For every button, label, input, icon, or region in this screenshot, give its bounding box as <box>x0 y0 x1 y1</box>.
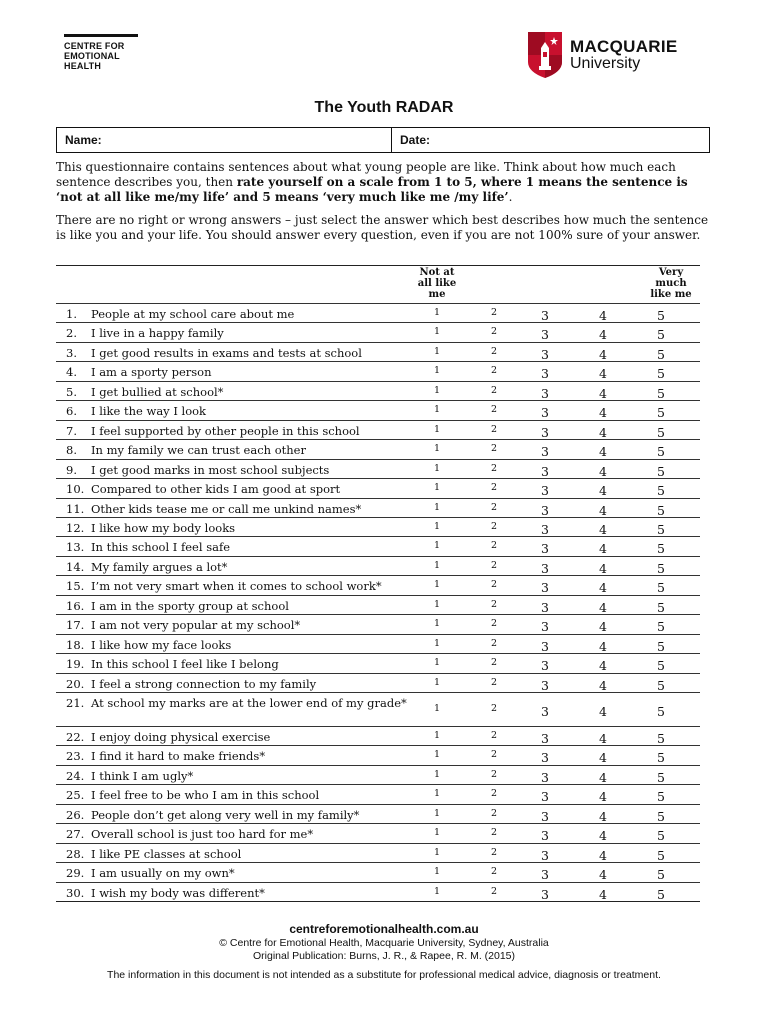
footer-copyright: © Centre for Emotional Health, Macquarie University, Sydney, Australia <box>219 937 549 949</box>
item-number: 28. <box>66 846 85 861</box>
rating-option-4[interactable]: 4 <box>599 704 607 719</box>
rating-option-2[interactable]: 2 <box>490 462 498 474</box>
rating-option-1[interactable]: 1 <box>433 501 441 513</box>
item-text: I’m not very smart when it comes to school work* <box>91 579 382 594</box>
cfeh-logo <box>64 34 138 71</box>
scale-high-label: Very much like me <box>650 267 692 300</box>
item-text: I like how my body looks <box>91 520 236 535</box>
rating-option-3[interactable]: 3 <box>541 847 549 863</box>
name-field[interactable] <box>57 128 392 152</box>
date-label: Date: <box>400 133 431 147</box>
item-text: In this school I feel safe <box>91 540 231 555</box>
rating-option-5[interactable]: 5 <box>657 560 665 576</box>
rating-option-3[interactable]: 3 <box>541 463 549 479</box>
rating-option-4[interactable]: 4 <box>599 886 607 902</box>
table-row <box>56 575 700 595</box>
item-text: People at my school care about me <box>91 307 295 321</box>
rating-option-5[interactable]: 5 <box>657 808 665 824</box>
rating-option-3[interactable]: 3 <box>541 808 549 824</box>
rating-option-4[interactable]: 4 <box>599 502 607 518</box>
table-bottom-rule <box>56 901 700 902</box>
rating-option-5[interactable]: 5 <box>657 385 665 401</box>
rating-option-4[interactable]: 4 <box>599 541 607 557</box>
rating-option-1[interactable]: 1 <box>433 540 441 552</box>
rating-option-1[interactable]: 1 <box>433 846 441 858</box>
item-number: 19. <box>66 657 85 672</box>
rating-option-3[interactable]: 3 <box>541 867 549 883</box>
rating-option-5[interactable]: 5 <box>657 731 665 746</box>
rating-option-2[interactable]: 2 <box>490 846 498 858</box>
table-top-rule <box>56 265 700 266</box>
rating-option-2[interactable]: 2 <box>490 827 498 839</box>
item-number: 17. <box>66 618 85 633</box>
table-row <box>56 882 700 902</box>
table-row <box>56 556 700 576</box>
rating-option-1[interactable]: 1 <box>433 482 441 494</box>
rating-option-1[interactable]: 1 <box>433 703 441 714</box>
rating-option-5[interactable]: 5 <box>657 483 665 499</box>
rating-option-4[interactable]: 4 <box>599 560 607 576</box>
item-text: Other kids tease me or call me unkind names* <box>91 501 362 516</box>
rating-option-4[interactable]: 4 <box>599 444 607 460</box>
rating-option-3[interactable]: 3 <box>541 704 549 719</box>
table-row <box>56 614 700 634</box>
rating-option-4[interactable]: 4 <box>599 769 607 785</box>
table-row <box>56 653 700 673</box>
rating-option-2[interactable]: 2 <box>490 618 498 630</box>
rating-option-2[interactable]: 2 <box>490 520 498 532</box>
rating-option-3[interactable]: 3 <box>541 658 549 674</box>
rating-option-3[interactable]: 3 <box>541 731 549 746</box>
rating-option-1[interactable]: 1 <box>433 598 441 610</box>
rating-option-2[interactable]: 2 <box>490 885 498 897</box>
rating-option-5[interactable]: 5 <box>657 886 665 902</box>
table-row <box>56 823 700 843</box>
table-row <box>56 726 700 746</box>
rating-option-1[interactable]: 1 <box>433 807 441 819</box>
rating-option-5[interactable]: 5 <box>657 599 665 615</box>
item-number: 7. <box>66 423 77 438</box>
rating-option-4[interactable]: 4 <box>599 327 607 343</box>
rating-option-1[interactable]: 1 <box>433 462 441 474</box>
rating-option-5[interactable]: 5 <box>657 619 665 635</box>
rating-option-3[interactable]: 3 <box>541 346 549 362</box>
table-row <box>56 843 700 863</box>
rating-option-1[interactable]: 1 <box>433 637 441 649</box>
rating-option-1[interactable]: 1 <box>433 730 441 741</box>
rating-option-1[interactable]: 1 <box>433 579 441 591</box>
item-text: I am usually on my own* <box>91 866 235 881</box>
rating-option-5[interactable]: 5 <box>657 327 665 343</box>
table-row <box>56 595 700 615</box>
rating-option-5[interactable]: 5 <box>657 847 665 863</box>
rating-option-2[interactable]: 2 <box>490 482 498 494</box>
rating-option-3[interactable]: 3 <box>541 405 549 421</box>
rating-option-2[interactable]: 2 <box>490 579 498 591</box>
rating-option-3[interactable]: 3 <box>541 750 549 766</box>
rating-option-3[interactable]: 3 <box>541 308 549 323</box>
rating-option-4[interactable]: 4 <box>599 789 607 805</box>
table-row <box>56 536 700 556</box>
table-row <box>56 745 700 765</box>
org-line-3: HEALTH <box>64 61 102 71</box>
rating-option-5[interactable]: 5 <box>657 658 665 674</box>
rating-option-1[interactable]: 1 <box>433 345 441 357</box>
item-number: 10. <box>66 482 85 497</box>
rating-option-3[interactable]: 3 <box>541 828 549 844</box>
item-number: 5. <box>66 384 77 399</box>
rating-option-3[interactable]: 3 <box>541 385 549 401</box>
rating-option-4[interactable]: 4 <box>599 808 607 824</box>
rating-option-3[interactable]: 3 <box>541 521 549 537</box>
item-text: I get good marks in most school subjects <box>91 462 330 477</box>
rating-option-2[interactable]: 2 <box>490 703 498 714</box>
rating-option-1[interactable]: 1 <box>433 559 441 571</box>
rating-option-2[interactable]: 2 <box>490 326 498 338</box>
item-text: I enjoy doing physical exercise <box>91 730 271 744</box>
table-row <box>56 400 700 420</box>
rating-option-4[interactable]: 4 <box>599 677 607 693</box>
rating-option-5[interactable]: 5 <box>657 463 665 479</box>
item-number: 16. <box>66 598 85 613</box>
item-text: I feel free to be who I am in this school <box>91 788 320 803</box>
rating-option-3[interactable]: 3 <box>541 366 549 382</box>
item-number: 12. <box>66 520 85 535</box>
rating-option-5[interactable]: 5 <box>657 405 665 421</box>
table-row <box>56 517 700 537</box>
rating-option-4[interactable]: 4 <box>599 658 607 674</box>
rating-option-5[interactable]: 5 <box>657 541 665 557</box>
item-text: I get good results in exams and tests at school <box>91 345 362 360</box>
rating-option-5[interactable]: 5 <box>657 828 665 844</box>
rating-option-1[interactable]: 1 <box>433 365 441 377</box>
rating-option-1[interactable]: 1 <box>433 520 441 532</box>
rating-option-3[interactable]: 3 <box>541 502 549 518</box>
rating-option-5[interactable]: 5 <box>657 521 665 537</box>
item-number: 24. <box>66 768 85 783</box>
name-date-box <box>56 127 710 153</box>
rating-option-1[interactable]: 1 <box>433 404 441 416</box>
rating-option-2[interactable]: 2 <box>490 730 498 741</box>
item-text: I am in the sporty group at school <box>91 598 289 613</box>
rating-option-5[interactable]: 5 <box>657 580 665 596</box>
intro-paragraph-1: This questionnaire contains sentences about what young people are like. Think about how much each sentence describes you, then rate yourself on a scale from 1 to 5, where 1 means the sentence is ‘not at all like me/my life’ and 5 means ‘very much like me /my life’. <box>56 160 688 204</box>
item-number: 3. <box>66 345 77 360</box>
rating-option-4[interactable]: 4 <box>599 638 607 654</box>
rating-option-5[interactable]: 5 <box>657 867 665 883</box>
rating-option-2[interactable]: 2 <box>490 768 498 780</box>
footer-disclaimer: The information in this document is not intended as a substitute for professional medical advice, diagnosis or treatment. <box>107 969 661 981</box>
rating-option-5[interactable]: 5 <box>657 789 665 805</box>
rating-option-4[interactable]: 4 <box>599 619 607 635</box>
item-number: 29. <box>66 866 85 881</box>
rating-option-1[interactable]: 1 <box>433 443 441 455</box>
item-text: Compared to other kids I am good at sport <box>91 482 341 497</box>
rating-option-1[interactable]: 1 <box>433 788 441 800</box>
rating-option-4[interactable]: 4 <box>599 308 607 323</box>
rating-option-5[interactable]: 5 <box>657 638 665 654</box>
item-text: I feel supported by other people in this school <box>91 423 360 438</box>
item-text: In my family we can trust each other <box>91 443 306 458</box>
table-row <box>56 784 700 804</box>
rating-option-2[interactable]: 2 <box>490 540 498 552</box>
rating-option-2[interactable]: 2 <box>490 676 498 688</box>
item-text: I get bullied at school* <box>91 384 224 399</box>
date-field[interactable] <box>392 128 430 152</box>
rating-option-2[interactable]: 2 <box>490 345 498 357</box>
org-line-2: EMOTIONAL <box>64 51 120 61</box>
rating-option-2[interactable]: 2 <box>490 501 498 513</box>
rating-option-5[interactable]: 5 <box>657 769 665 785</box>
rating-option-5[interactable]: 5 <box>657 677 665 693</box>
rating-option-5[interactable]: 5 <box>657 366 665 382</box>
item-number: 1. <box>66 307 77 321</box>
item-number: 30. <box>66 885 85 900</box>
table-row <box>56 765 700 785</box>
item-number: 18. <box>66 637 85 652</box>
item-number: 14. <box>66 559 85 574</box>
rating-option-3[interactable]: 3 <box>541 483 549 499</box>
rating-option-5[interactable]: 5 <box>657 346 665 362</box>
rating-option-3[interactable]: 3 <box>541 580 549 596</box>
rating-option-2[interactable]: 2 <box>490 866 498 878</box>
rating-option-4[interactable]: 4 <box>599 366 607 382</box>
rating-option-1[interactable]: 1 <box>433 326 441 338</box>
table-row <box>56 342 700 362</box>
rating-option-4[interactable]: 4 <box>599 483 607 499</box>
item-number: 15. <box>66 579 85 594</box>
rating-option-4[interactable]: 4 <box>599 580 607 596</box>
table-row <box>56 498 700 518</box>
rating-option-3[interactable]: 3 <box>541 599 549 615</box>
item-text: I think I am ugly* <box>91 768 194 783</box>
rating-option-3[interactable]: 3 <box>541 327 549 343</box>
rating-option-3[interactable]: 3 <box>541 560 549 576</box>
rating-option-2[interactable]: 2 <box>490 807 498 819</box>
intro-paragraph-2: There are no right or wrong answers – just select the answer which best describes how much the sentence is like you and your life. You should answer every question, even if you are not 100% sure of your answer. <box>56 213 709 242</box>
macquarie-logo <box>528 32 678 78</box>
item-text: I like the way I look <box>91 404 207 419</box>
rating-option-3[interactable]: 3 <box>541 677 549 693</box>
item-text: Overall school is just too hard for me* <box>91 827 314 842</box>
item-text: I wish my body was different* <box>91 885 265 900</box>
rating-option-4[interactable]: 4 <box>599 731 607 746</box>
rating-option-4[interactable]: 4 <box>599 346 607 362</box>
rating-option-4[interactable]: 4 <box>599 521 607 537</box>
rating-option-2[interactable]: 2 <box>490 365 498 377</box>
rating-option-1[interactable]: 1 <box>433 827 441 839</box>
rating-option-1[interactable]: 1 <box>433 749 441 761</box>
rating-option-3[interactable]: 3 <box>541 769 549 785</box>
table-row <box>56 692 700 727</box>
item-number: 8. <box>66 443 77 458</box>
rating-option-4[interactable]: 4 <box>599 828 607 844</box>
item-number: 13. <box>66 540 85 555</box>
university-crest-icon <box>528 32 562 78</box>
rating-option-5[interactable]: 5 <box>657 424 665 440</box>
rating-option-2[interactable]: 2 <box>490 384 498 396</box>
table-row <box>56 634 700 654</box>
table-row <box>56 804 700 824</box>
item-text: My family argues a lot* <box>91 559 228 574</box>
rating-option-2[interactable]: 2 <box>490 423 498 435</box>
table-row <box>56 361 700 381</box>
rating-option-1[interactable]: 1 <box>433 768 441 780</box>
rating-option-4[interactable]: 4 <box>599 750 607 766</box>
university-subtitle: University <box>570 55 641 72</box>
rating-option-4[interactable]: 4 <box>599 599 607 615</box>
rating-option-2[interactable]: 2 <box>490 749 498 761</box>
rating-option-1[interactable]: 1 <box>433 657 441 669</box>
rating-option-3[interactable]: 3 <box>541 444 549 460</box>
item-text: I find it hard to make friends* <box>91 749 266 764</box>
footer-publication: Original Publication: Burns, J. R., & Rapee, R. M. (2015) <box>252 950 516 962</box>
item-text: I like how my face looks <box>91 637 232 652</box>
item-number: 11. <box>66 501 85 516</box>
table-row <box>56 478 700 498</box>
rating-option-5[interactable]: 5 <box>657 704 665 719</box>
rating-option-2[interactable]: 2 <box>490 598 498 610</box>
rating-option-5[interactable]: 5 <box>657 502 665 518</box>
item-number: 4. <box>66 365 77 380</box>
rating-option-1[interactable]: 1 <box>433 618 441 630</box>
org-line-1: CENTRE FOR <box>64 41 125 51</box>
rating-option-1[interactable]: 1 <box>433 885 441 897</box>
rating-option-2[interactable]: 2 <box>490 559 498 571</box>
rating-option-1[interactable]: 1 <box>433 384 441 396</box>
item-number: 26. <box>66 807 85 822</box>
rating-option-5[interactable]: 5 <box>657 308 665 323</box>
rating-option-2[interactable]: 2 <box>490 443 498 455</box>
rating-option-3[interactable]: 3 <box>541 424 549 440</box>
table-row <box>56 439 700 459</box>
rating-option-3[interactable]: 3 <box>541 638 549 654</box>
item-text: I am not very popular at my school* <box>91 618 301 633</box>
table-row <box>56 420 700 440</box>
rating-option-3[interactable]: 3 <box>541 619 549 635</box>
item-number: 21. <box>66 696 85 710</box>
name-label: Name: <box>65 133 102 147</box>
rating-option-1[interactable]: 1 <box>433 423 441 435</box>
scale-low-label: Not at all like me <box>417 267 457 300</box>
table-row <box>56 303 700 323</box>
item-number: 9. <box>66 462 77 477</box>
item-text: I feel a strong connection to my family <box>91 676 317 691</box>
rating-option-4[interactable]: 4 <box>599 847 607 863</box>
rating-option-2[interactable]: 2 <box>490 404 498 416</box>
item-text: At school my marks are at the lower end of my grade* <box>91 696 407 710</box>
rating-option-2[interactable]: 2 <box>490 657 498 669</box>
rating-option-2[interactable]: 2 <box>490 307 498 318</box>
item-text: In this school I feel like I belong <box>91 657 279 672</box>
rating-option-4[interactable]: 4 <box>599 463 607 479</box>
rating-option-2[interactable]: 2 <box>490 788 498 800</box>
rating-option-2[interactable]: 2 <box>490 637 498 649</box>
item-text: People don’t get along very well in my family* <box>91 807 360 822</box>
rating-option-4[interactable]: 4 <box>599 424 607 440</box>
rating-option-3[interactable]: 3 <box>541 886 549 902</box>
rating-option-1[interactable]: 1 <box>433 307 441 318</box>
item-number: 2. <box>66 326 77 341</box>
university-name: MACQUARIE <box>570 37 678 56</box>
item-number: 6. <box>66 404 77 419</box>
rating-option-5[interactable]: 5 <box>657 444 665 460</box>
item-number: 23. <box>66 749 85 764</box>
rating-option-4[interactable]: 4 <box>599 867 607 883</box>
table-row <box>56 322 700 342</box>
rating-option-3[interactable]: 3 <box>541 541 549 557</box>
table-row <box>56 381 700 401</box>
item-text: I live in a happy family <box>91 326 224 341</box>
rating-option-1[interactable]: 1 <box>433 866 441 878</box>
page-title: The Youth RADAR <box>314 99 454 116</box>
rating-option-4[interactable]: 4 <box>599 405 607 421</box>
table-row <box>56 862 700 882</box>
rating-option-5[interactable]: 5 <box>657 750 665 766</box>
rating-option-1[interactable]: 1 <box>433 676 441 688</box>
table-row <box>56 459 700 479</box>
table-row <box>56 673 700 693</box>
item-number: 20. <box>66 676 85 691</box>
item-number: 25. <box>66 788 85 803</box>
rating-option-4[interactable]: 4 <box>599 385 607 401</box>
item-number: 22. <box>66 730 85 744</box>
item-text: I am a sporty person <box>91 365 212 380</box>
item-number: 27. <box>66 827 85 842</box>
footer-url[interactable]: centreforemotionalhealth.com.au <box>289 922 479 936</box>
item-text: I like PE classes at school <box>91 846 242 861</box>
rating-option-3[interactable]: 3 <box>541 789 549 805</box>
